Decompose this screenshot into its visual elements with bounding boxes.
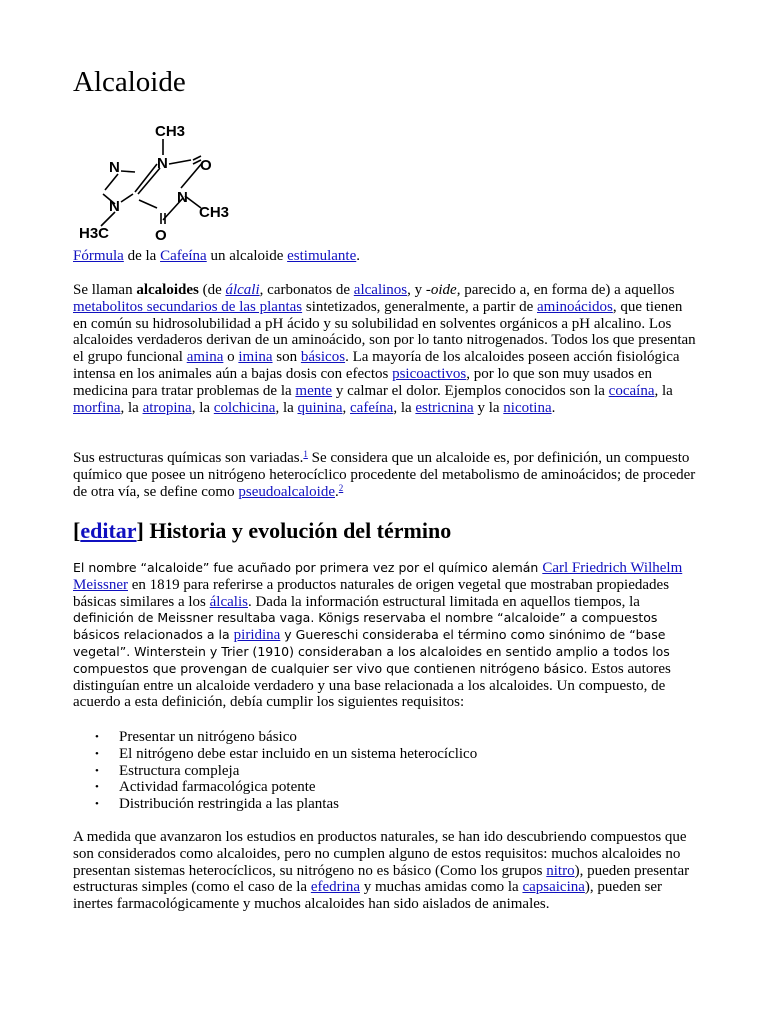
list-item: • El nitrógeno debe estar incluido en un sistema heterocíclico: [73, 746, 477, 763]
atom-o-right: O: [200, 157, 212, 174]
link-text: álcali: [225, 282, 260, 298]
link-formula[interactable]: Fórmula: [73, 248, 124, 264]
text: Sus estructuras químicas son variadas.: [73, 450, 304, 466]
text: (de: [198, 282, 226, 298]
text: A medida que avanzaron los estudios en productos naturales, se han ido descubriendo compuestos que son considerados como alcaloides, pero no cumplen alguno de estos requisitos: muchos alcaloides no presentan sistemas heterocíclicos, su nitrógeno no es básico (Como los grupos: [73, 829, 687, 879]
text: , la: [191, 399, 214, 416]
text: son: [272, 349, 301, 366]
link-caffeine-2[interactable]: cafeína: [350, 399, 394, 416]
text: . La mayoría de los alcaloides poseen acción fisiológica intensa en los animales aún a bajas dosis con efectos: [73, 349, 680, 382]
text: .: [335, 483, 339, 500]
link-ephedrine[interactable]: efedrina: [310, 879, 360, 896]
link-alkaline[interactable]: alcalinos: [353, 282, 408, 298]
link-aminoacids[interactable]: aminoácidos: [537, 298, 613, 315]
section-heading: [73, 518, 451, 544]
text: . Dada la información estructural limitada en aquellos tiempos, la: [247, 593, 640, 610]
text: ,: [342, 399, 351, 416]
text-italic: oide: [430, 282, 457, 298]
text: , la: [120, 399, 143, 416]
link-quinine[interactable]: quinina: [297, 399, 343, 416]
structures-paragraph: [73, 450, 698, 500]
history-paragraph: [73, 560, 698, 711]
text: y calmar el dolor. Ejemplos conocidos son la: [332, 382, 609, 399]
atom-ch3-top: CH3: [155, 123, 186, 140]
text: , y -: [407, 282, 431, 298]
bracket: [: [73, 518, 81, 543]
link-stimulant[interactable]: estimulante: [287, 248, 357, 264]
link-cocaine[interactable]: cocaína: [608, 382, 655, 399]
link-basic[interactable]: básicos: [300, 349, 346, 366]
link-mind[interactable]: mente: [295, 382, 333, 399]
text: Se considera que un alcaloide es, por definición, un compuesto químico que posee un nitrógeno heterocíclico procedente del metabolismo de aminoácidos; de proceder de otra vía, se define como: [73, 450, 696, 500]
text: definición de Meissner resultaba vaga. Königs reservaba el nombre “alcaloide” a compuestos básicos relacionados a la: [73, 610, 658, 643]
caption-text: un alcaloide: [206, 248, 288, 264]
caffeine-structure-image: [73, 112, 243, 244]
text: , por lo que son muy usados en medicina para tratar problemas de la: [73, 365, 653, 399]
atom-n-top: N: [157, 155, 168, 172]
list-item: • Presentar un nitrógeno básico: [73, 729, 477, 746]
bracket: ]: [136, 518, 144, 543]
caption-text: de la: [123, 248, 161, 264]
atom-ch3-right: CH3: [199, 204, 230, 221]
caption-text: .: [356, 248, 361, 264]
image-caption: [73, 248, 698, 265]
text: , que tienen en común su hidrosolubilidad a pH ácido y su solubilidad en solventes orgánicos a pH alcalino. Los alcaloides verdaderos derivan de un aminoácido, son por lo tanto nitrogenados. Todos los que presentan el grupo funcional: [73, 298, 696, 366]
link-pseudoalkaloid[interactable]: pseudoalcaloide: [238, 483, 335, 500]
edit-section-link[interactable]: editar: [80, 518, 137, 543]
link-capsaicin[interactable]: capsaicina: [522, 879, 585, 896]
atom-n-right: N: [177, 189, 188, 206]
link-atropine[interactable]: atropina: [142, 399, 192, 416]
text: y la: [473, 399, 504, 416]
page-title: Alcaloide: [73, 66, 186, 98]
link-morphine[interactable]: morfina: [73, 399, 121, 416]
list-item: • Distribución restringida a las plantas: [73, 796, 477, 813]
link-nitro[interactable]: nitro: [546, 862, 575, 879]
text: o: [223, 349, 239, 366]
text: Se llaman: [73, 282, 137, 298]
reference-1-link[interactable]: 1: [303, 449, 308, 459]
text: Estos autores distinguían entre un alcaloide verdadero y una base relacionada a los alcaloides. Un compuesto, de acuerdo a esta definición, debía cumplir los siguientes requisitos:: [73, 660, 671, 711]
text: , la: [654, 382, 673, 399]
requirements-list: [73, 729, 477, 813]
text: en 1819 para referirse a productos naturales de origen vegetal que mostraban propiedades básicas similares a los: [73, 576, 670, 610]
link-colchicine[interactable]: colchicina: [213, 399, 276, 416]
text: ), pueden ser inertes farmacológicamente y muchos alcaloides han sido aislados de animales.: [73, 879, 662, 913]
intro-paragraph: [73, 282, 698, 416]
link-imine[interactable]: imina: [238, 349, 273, 366]
atom-n-left-top: N: [109, 159, 120, 176]
atom-o-bottom: O: [155, 227, 167, 244]
list-item: • Estructura compleja: [73, 763, 477, 780]
link-pyridine[interactable]: piridina: [233, 627, 281, 644]
link-metabolites[interactable]: metabolitos secundarios de las plantas: [73, 298, 303, 315]
link-amine[interactable]: amina: [186, 349, 224, 366]
link-alkali[interactable]: [225, 282, 259, 298]
link-meissner[interactable]: Carl Friedrich Wilhelm Meissner: [73, 560, 683, 593]
text: , la: [393, 399, 416, 416]
link-nicotine[interactable]: nicotina: [503, 399, 552, 416]
link-psychoactive[interactable]: psicoactivos: [392, 365, 467, 382]
reference-2-link[interactable]: 2: [338, 482, 344, 493]
atom-n-left-bottom: N: [109, 198, 120, 215]
text: , carbonatos de: [259, 282, 354, 298]
studies-paragraph: [73, 829, 698, 913]
text: ), pueden presentar estructuras simples (como el caso de la: [73, 862, 690, 896]
text: .: [551, 399, 556, 416]
term-bold: alcaloides: [136, 282, 199, 298]
link-strychnine[interactable]: estricnina: [415, 399, 474, 416]
text: , la: [275, 399, 298, 416]
atom-h3c: H3C: [79, 225, 110, 242]
link-alkalis[interactable]: álcalis: [209, 593, 248, 610]
list-item: • Actividad farmacológica potente: [73, 779, 477, 796]
text: sintetizados, generalmente, a partir de: [302, 298, 538, 315]
text: , parecido a, en forma de) a aquellos: [456, 282, 675, 298]
text: El nombre “alcaloide” fue acuñado por primera vez por el químico alemán: [73, 560, 543, 575]
section-title: Historia y evolución del término: [143, 518, 452, 543]
text: y Guereschi consideraba el término como sinónimo de “base vegetal”. Winterstein y Trier (1910) consideraban a los alcaloides en sentido amplio a todos los compuestos que provengan de cualquier ser vivo que contienen nitrógeno básico.: [73, 627, 670, 676]
link-caffeine[interactable]: Cafeína: [160, 248, 207, 264]
text: y muchas amidas como la: [359, 879, 523, 896]
